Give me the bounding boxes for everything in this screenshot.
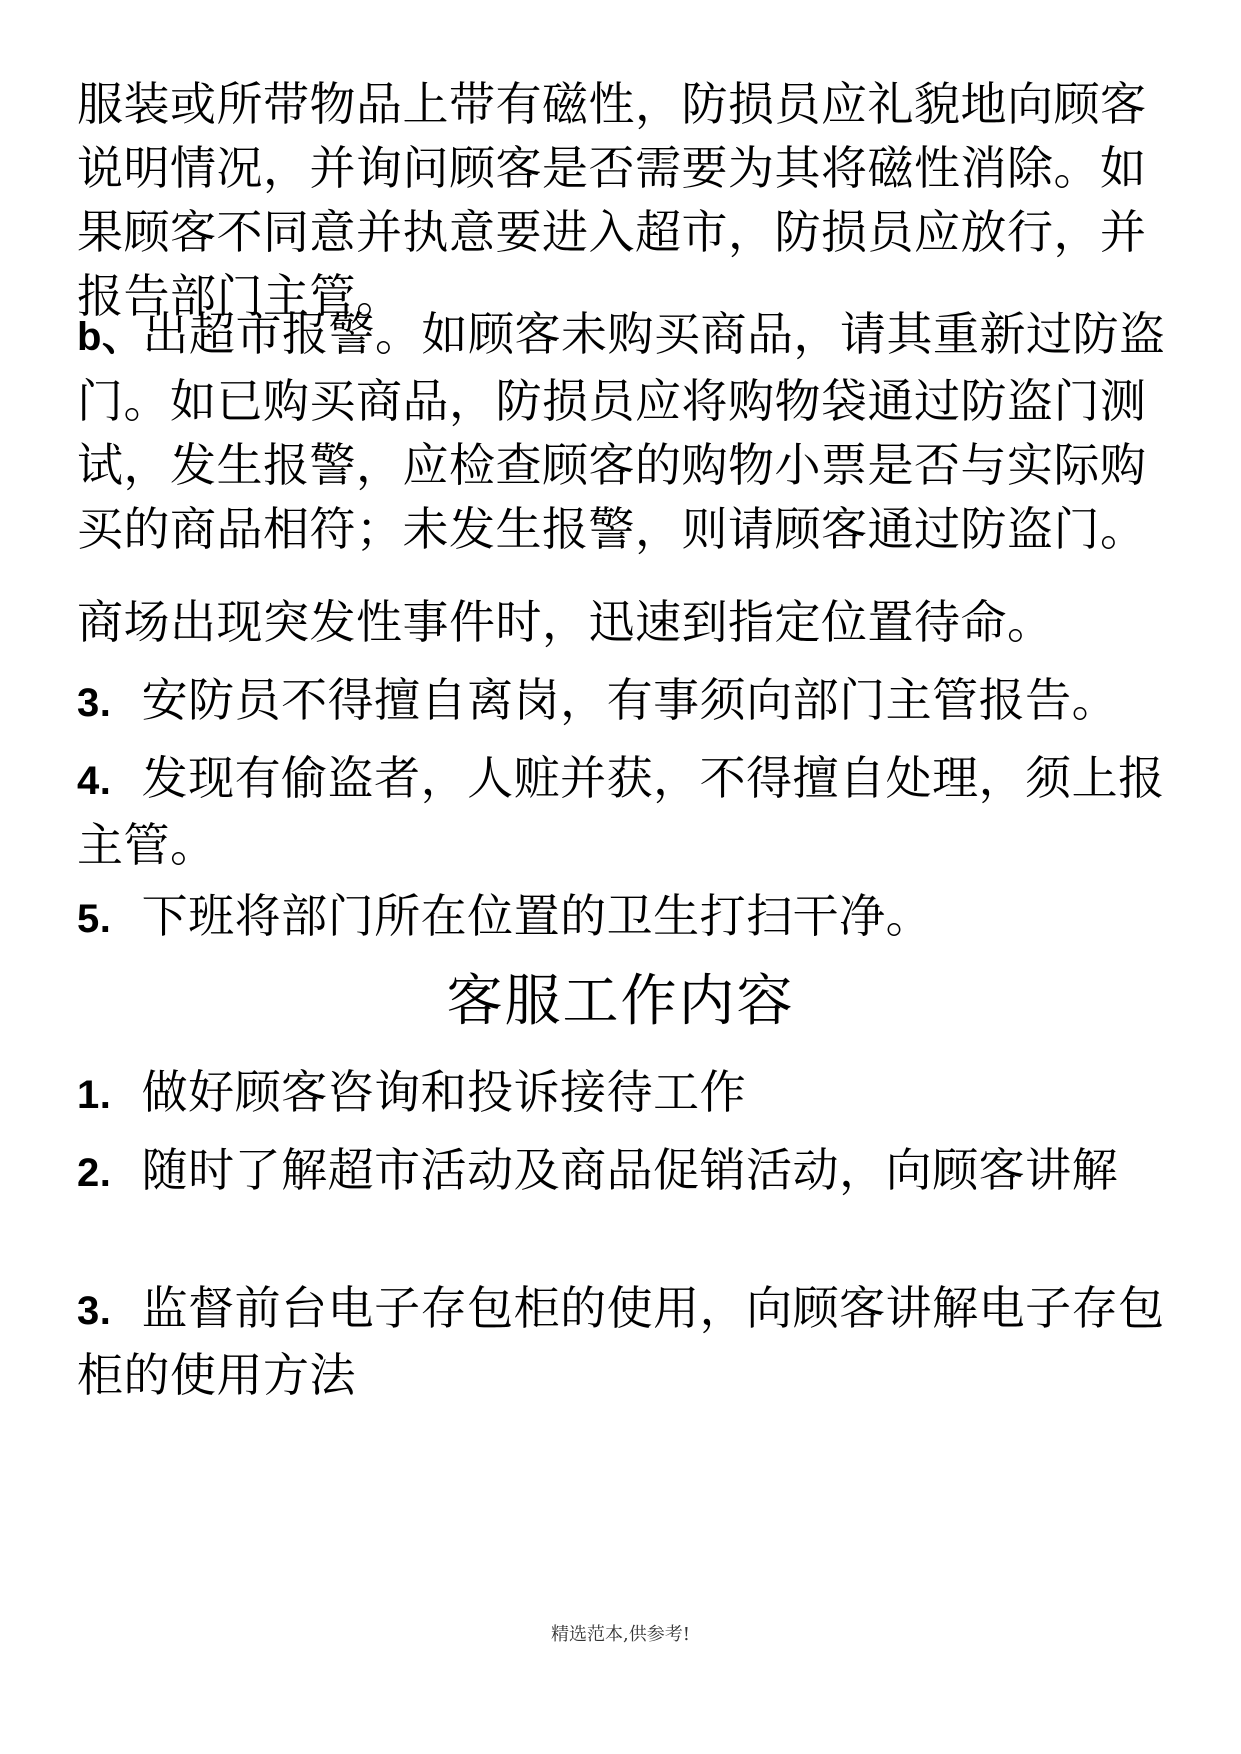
paragraph-text: 商场出现突发性事件时，迅速到指定位置待命。 bbox=[77, 595, 1054, 649]
paragraph-magnetic-items bbox=[77, 72, 1187, 328]
paragraph-text: 服装或所带物品上带有磁性，防损员应礼貌地向顾客说明情况，并询问顾客是否需要为其将磁性消除。如果顾客不同意并执意要进入超市，防损员应放行，并报告部门主管。 bbox=[77, 77, 1147, 323]
item-text: 做好顾客咨询和投诉接待工作 bbox=[141, 1065, 747, 1119]
item-number: 3. bbox=[77, 681, 112, 725]
item-text: 发现有偷盗者，人赃并获，不得擅自处理，须上报主管。 bbox=[77, 751, 1165, 872]
item-number: 2. bbox=[77, 1151, 112, 1195]
item-number: 5. bbox=[77, 897, 112, 941]
item-text: 安防员不得擅自离岗，有事须向部门主管报告。 bbox=[141, 673, 1119, 727]
paragraph-emergency bbox=[77, 590, 1187, 654]
security-item-5 bbox=[77, 884, 1187, 951]
section-title: 客服工作内容 bbox=[446, 969, 795, 1034]
item-b-exit-alarm bbox=[77, 302, 1187, 561]
service-item-2 bbox=[77, 1138, 1187, 1205]
security-item-3 bbox=[77, 668, 1187, 735]
item-number: 1. bbox=[77, 1073, 112, 1117]
item-number: 3. bbox=[77, 1289, 112, 1333]
security-item-4 bbox=[77, 746, 1187, 877]
item-text: 出超市报警。如顾客未购买商品，请其重新过防盗门。如已购买商品，防损员应将购物袋通过防盗门测试，发生报警，应检查顾客的购物小票是否与实际购买的商品相符；未发生报警，则请顾客通过防盗门。 bbox=[77, 307, 1166, 556]
item-marker: b、 bbox=[77, 315, 143, 359]
page-footer: 精选范本,供参考! bbox=[551, 1624, 690, 1645]
item-text: 随时了解超市活动及商品促销活动，向顾客讲解 bbox=[141, 1143, 1119, 1197]
item-number: 4. bbox=[77, 759, 112, 803]
item-text: 监督前台电子存包柜的使用，向顾客讲解电子存包柜的使用方法 bbox=[77, 1281, 1165, 1402]
service-item-1 bbox=[77, 1060, 1187, 1127]
service-item-3 bbox=[77, 1276, 1187, 1407]
item-text: 下班将部门所在位置的卫生打扫干净。 bbox=[141, 889, 933, 943]
